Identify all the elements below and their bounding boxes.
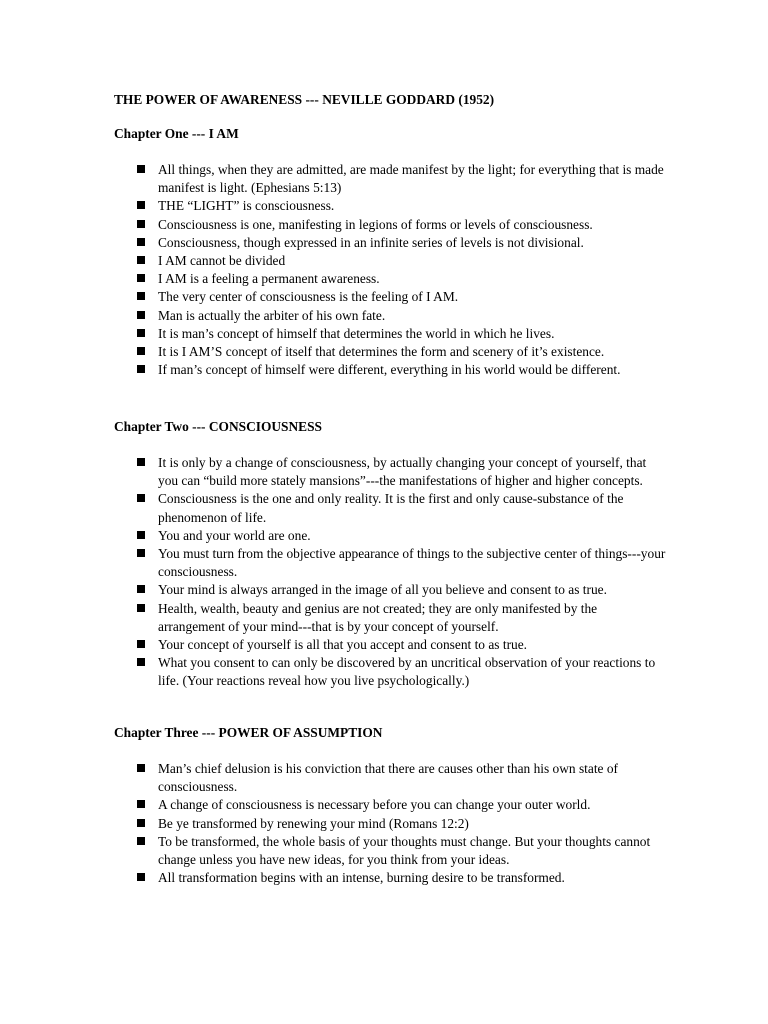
bullet-square-icon [137, 292, 145, 300]
chapter-two-heading [114, 418, 322, 436]
bullet-square-icon [137, 458, 145, 466]
list-item: Consciousness, though expressed in an infinite series of levels is not divisional. [137, 234, 667, 252]
list-item: I AM is a feeling a permanent awareness. [137, 270, 667, 288]
list-item: What you consent to can only be discovered by an uncritical observation of your reactions to life. (Your reactions reveal how you live psychologically.) [137, 654, 667, 690]
bullet-square-icon [137, 604, 145, 612]
bullet-square-icon [137, 329, 145, 337]
bullet-square-icon [137, 311, 145, 319]
bullet-square-icon [137, 640, 145, 648]
chapter-label: Chapter One --- [114, 126, 206, 141]
bullet-square-icon [137, 201, 145, 209]
bullet-square-icon [137, 274, 145, 282]
list-item: The very center of consciousness is the feeling of I AM. [137, 288, 667, 306]
bullet-square-icon [137, 165, 145, 173]
chapter-three-bullet-list [137, 760, 667, 887]
list-item: It is I AM’S concept of itself that determines the form and scenery of it’s existence. [137, 343, 667, 361]
chapter-name: POWER OF ASSUMPTION [218, 725, 383, 740]
chapter-label: Chapter Two --- [114, 419, 206, 434]
chapter-two-bullet-list [137, 454, 667, 691]
bullet-square-icon [137, 800, 145, 808]
chapter-one-heading [114, 125, 239, 143]
list-item: Consciousness is one, manifesting in legions of forms or levels of consciousness. [137, 216, 667, 234]
list-item: All things, when they are admitted, are made manifest by the light; for everything that is made manifest is light. (Ephesians 5:13) [137, 161, 667, 197]
list-item: To be transformed, the whole basis of your thoughts must change. But your thoughts cannot change unless you have new ideas, for you think from your ideas. [137, 833, 667, 869]
bullet-square-icon [137, 256, 145, 264]
bullet-square-icon [137, 764, 145, 772]
list-item: Man’s chief delusion is his conviction that there are causes other than his own state of consciousness. [137, 760, 667, 796]
list-item: If man’s concept of himself were different, everything in his world would be different. [137, 361, 667, 379]
chapter-one-bullet-list [137, 161, 667, 379]
bullet-square-icon [137, 365, 145, 373]
bullet-square-icon [137, 238, 145, 246]
chapter-three-heading [114, 724, 382, 742]
document-title: THE POWER OF AWARENESS --- NEVILLE GODDARD (1952) [114, 92, 495, 107]
list-item: It is only by a change of consciousness, by actually changing your concept of yourself, that you can “build more stately mansions”---the manifestations of higher and higher concepts. [137, 454, 667, 490]
list-item: All transformation begins with an intense, burning desire to be transformed. [137, 869, 667, 887]
chapter-label: Chapter Three --- [114, 725, 216, 740]
list-item: A change of consciousness is necessary before you can change your outer world. [137, 796, 667, 814]
chapter-name: CONSCIOUSNESS [208, 419, 322, 434]
list-item: Man is actually the arbiter of his own fate. [137, 307, 667, 325]
list-item: THE “LIGHT” is consciousness. [137, 197, 667, 215]
list-item: It is man’s concept of himself that determines the world in which he lives. [137, 325, 667, 343]
bullet-square-icon [137, 531, 145, 539]
list-item: Be ye transformed by renewing your mind (Romans 12:2) [137, 815, 667, 833]
bullet-square-icon [137, 220, 145, 228]
list-item: Your concept of yourself is all that you accept and consent to as true. [137, 636, 667, 654]
bullet-square-icon [137, 347, 145, 355]
bullet-square-icon [137, 494, 145, 502]
bullet-square-icon [137, 549, 145, 557]
list-item: You and your world are one. [137, 527, 667, 545]
list-item: Your mind is always arranged in the image of all you believe and consent to as true. [137, 581, 667, 599]
chapter-name: I AM [208, 126, 239, 141]
bullet-square-icon [137, 873, 145, 881]
bullet-square-icon [137, 585, 145, 593]
list-item: I AM cannot be divided [137, 252, 667, 270]
bullet-square-icon [137, 819, 145, 827]
list-item: Health, wealth, beauty and genius are not created; they are only manifested by the arrangement of your mind---that is by your concept of yourself. [137, 600, 667, 636]
bullet-square-icon [137, 658, 145, 666]
list-item: You must turn from the objective appearance of things to the subjective center of things---your consciousness. [137, 545, 667, 581]
list-item: Consciousness is the one and only reality. It is the first and only cause-substance of the phenomenon of life. [137, 490, 667, 526]
bullet-square-icon [137, 837, 145, 845]
